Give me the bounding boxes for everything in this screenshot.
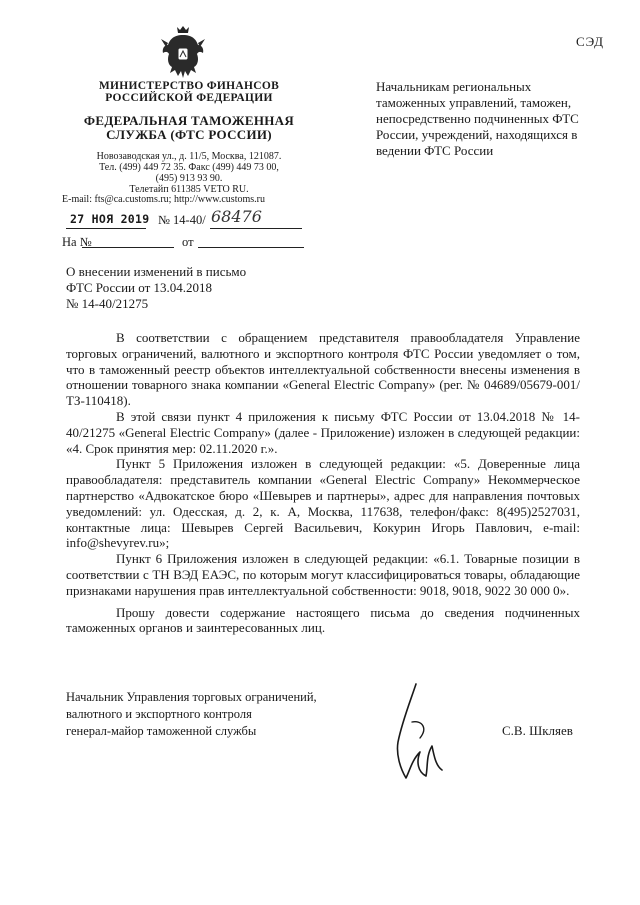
registration-number-handwritten: 68476 — [211, 207, 262, 226]
body-paragraph: Пункт 6 Приложения изложен в следующей редакции: «6.1. Товарные позиции в соответствии с ТН ВЭД ЕАЭС, по которым могут классифицироваться товары, обладающие признаками нарушения прав интеллектуальной собственности: 9018, 9018, 9022 30 000 0». — [66, 551, 580, 598]
russian-coat-of-arms-icon — [160, 23, 206, 81]
date-underline — [66, 228, 146, 229]
subject-line: О внесении изменений в письмо — [66, 264, 247, 279]
subject-line: № 14-40/21275 — [66, 296, 149, 311]
registration-number-prefix: № 14-40/ — [158, 213, 206, 227]
sender-email: E-mail: fts@ca.customs.ru; http://www.customs.ru — [62, 194, 265, 205]
signer-title-line: генерал-майор таможенной службы — [66, 724, 257, 738]
body-paragraph: Прошу довести содержание настоящего письма до сведения подчиненных таможенных органов и заинтересованных лиц. — [66, 604, 580, 636]
body-paragraph: В соответствии с обращением представителя правообладателя Управление торговых ограничений, валютного и экспортного контроля ФТС России уведомляет о том, что в таможенный реестр объектов интеллектуальной собственности внесены изменения в отношении товарного знака компании «General Electric Company» (рег. № 04689/05679-001/ТЗ-110418). — [66, 330, 580, 409]
reference-number-label: На № — [62, 235, 92, 249]
address-line: Тел. (499) 449 72 35. Факс (499) 449 73 00, — [99, 162, 279, 173]
signer-title — [66, 689, 366, 740]
reference-date-underline — [198, 247, 304, 248]
number-underline — [210, 228, 302, 229]
address-line: Новозаводская ул., д. 11/5, Москва, 121087. — [96, 151, 282, 162]
subject-line: ФТС России от 13.04.2018 — [66, 280, 213, 295]
letter-subject — [66, 264, 326, 312]
address-line: Телетайп 611385 VETO RU. — [129, 184, 249, 195]
recipient-block: Начальникам региональных таможенных управлений, таможен, непосредственно подчиненных ФТС России, учреждений, находящихся в ведении ФТС России — [376, 79, 579, 158]
ministry-name: МИНИСТЕРСТВО ФИНАНСОВ РОССИЙСКОЙ ФЕДЕРАЦИИ — [98, 80, 280, 104]
service-name: ФЕДЕРАЛЬНАЯ ТАМОЖЕННАЯ СЛУЖБА (ФТС РОССИИ) — [83, 113, 295, 142]
sender-address — [66, 151, 312, 195]
reference-date-label: от — [182, 235, 194, 249]
body-paragraph: Пункт 5 Приложения изложен в следующей редакции: «5. Доверенные лица правообладателя: представитель компании «General Electric Company» Некоммерческое партнерство «Адвокатское бюро «Шевырев и партнеры», адрес для направления почтовых уведомлений: ул. Одесская, д. 2, к. А, Москва, 117638, телефон/факс: 8(495)2527031, контактные лица: Шевырев Сергей Васильевич, Кокурин Игорь Павлович, e-mail: info@shevyrev.ru»; — [66, 456, 580, 551]
address-line: (495) 913 93 90. — [155, 173, 223, 184]
body-paragraph: В этой связи пункт 4 приложения к письму ФТС России от 13.04.2018 № 14-40/21275 «General Electric Company» (далее - Приложение) изложен в следующей редакции: «4. Срок принятия мер: 02.11.2020 г.». — [66, 408, 580, 456]
registration-date: 27 НОЯ 2019 — [70, 212, 150, 226]
letter-body — [66, 330, 580, 636]
handwritten-signature — [376, 682, 456, 786]
signer-title-line: Начальник Управления торговых ограничений, — [66, 690, 317, 704]
reference-number-underline — [82, 247, 174, 248]
signer-title-line: валютного и экспортного контроля — [66, 707, 252, 721]
sender-header — [66, 80, 312, 195]
signer-name: С.В. Шкляев — [502, 723, 573, 738]
sed-mark: СЭД — [576, 34, 605, 49]
